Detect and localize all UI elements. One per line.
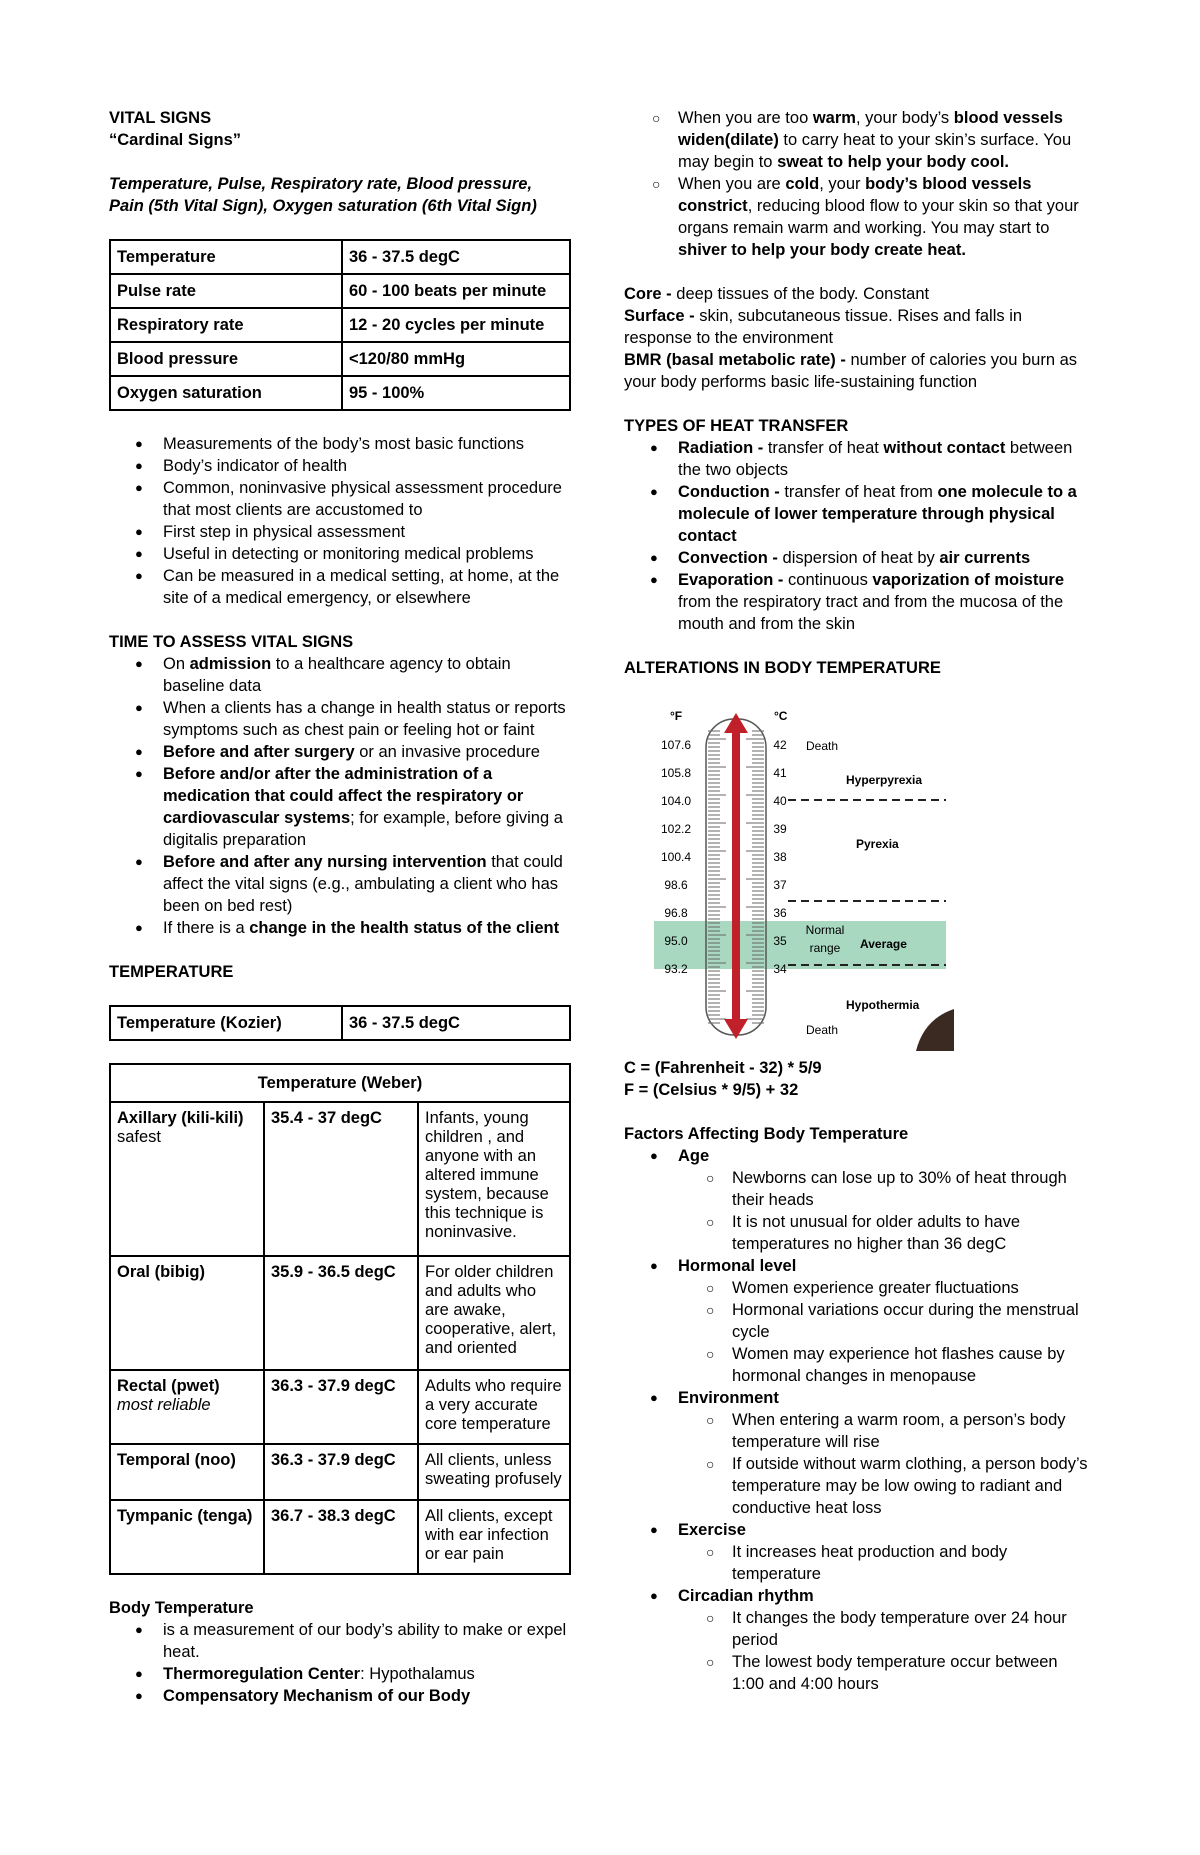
kozier-table xyxy=(109,1005,571,1041)
list-item: ● Radiation - transfer of heat without contact between the two objects xyxy=(624,437,1094,481)
hyperpyrexia-label: Hyperpyrexia xyxy=(846,773,923,787)
list-item: ● If there is a change in the health status of the client xyxy=(109,917,571,939)
fahrenheit-label: 98.6 xyxy=(664,878,688,892)
table-row: Temporal (noo) 36.3 - 37.9 degC All clients, unless sweating profusely xyxy=(110,1444,570,1500)
celsius-label: 42 xyxy=(773,738,787,752)
list-item: ● Exercise ○ It increases heat production and body temperature xyxy=(624,1519,1094,1585)
time-heading: TIME TO ASSESS VITAL SIGNS xyxy=(109,633,354,651)
body-temp-list xyxy=(109,1619,571,1707)
celsius-label: 41 xyxy=(773,766,787,780)
alterations-heading: ALTERATIONS IN BODY TEMPERATURE xyxy=(624,659,941,677)
page-subtitle: “Cardinal Signs” xyxy=(109,131,242,149)
compensatory-list xyxy=(570,107,1094,261)
death-top-label: Death xyxy=(806,739,839,753)
factors-heading: Factors Affecting Body Temperature xyxy=(624,1125,909,1143)
list-item: ● Useful in detecting or monitoring medical problems xyxy=(109,543,571,565)
weber-table xyxy=(109,1063,571,1575)
table-row: Axillary (kili-kili) safest 35.4 - 37 degC Infants, young children , and anyone with an altered immune system, because this technique is noninvasive. xyxy=(110,1102,570,1256)
temperature-heading: TEMPERATURE xyxy=(109,963,234,981)
list-item: ○ The lowest body temperature occur between 1:00 and 4:00 hours xyxy=(624,1651,1094,1695)
table-row: Oxygen saturation 95 - 100% xyxy=(110,376,570,410)
list-item: ● Circadian rhythm ○ It changes the body temperature over 24 hour period ○ The lowest body temperature occur between 1:00 and 4:00 hours xyxy=(624,1585,1094,1695)
list-item: ● Convection - dispersion of heat by air currents xyxy=(624,547,1094,569)
pyrexia-label: Pyrexia xyxy=(856,837,899,851)
list-item: ○ Hormonal variations occur during the menstrual cycle xyxy=(624,1299,1094,1343)
list-item: ● Before and after any nursing intervention that could affect the vital signs (e.g., ambulating a client who has been on bed rest) xyxy=(109,851,571,917)
list-item: ● Thermoregulation Center: Hypothalamus xyxy=(109,1663,571,1685)
list-item: ● Body’s indicator of health xyxy=(109,455,571,477)
table-row: Temperature 36 - 37.5 degC xyxy=(110,240,570,274)
list-item: ● First step in physical assessment xyxy=(109,521,571,543)
list-item: ● Conduction - transfer of heat from one molecule to a molecule of lower temperature through physical contact xyxy=(624,481,1094,547)
fahrenheit-label: 102.2 xyxy=(660,822,692,836)
list-item: ● Measurements of the body’s most basic functions xyxy=(109,433,571,455)
list-item: ● Age ○ Newborns can lose up to 30% of heat through their heads ○ It is not unusual for older adults to have temperatures no higher than 36 degC xyxy=(624,1145,1094,1255)
list-item: ● Hormonal level ○ Women experience greater fluctuations ○ Hormonal variations occur during the menstrual cycle ○ Women may experience hot flashes cause by hormonal changes in menopause xyxy=(624,1255,1094,1387)
table-row: Tympanic (tenga) 36.7 - 38.3 degC All clients, except with ear infection or ear pain xyxy=(110,1500,570,1574)
list-item: ● Before and after surgery or an invasive procedure xyxy=(109,741,571,763)
fahrenheit-label: 100.4 xyxy=(660,850,692,864)
right-column xyxy=(624,107,1094,1695)
table-row: Rectal (pwet) most reliable 36.3 - 37.9 degC Adults who require a very accurate core temperature xyxy=(110,1370,570,1444)
list-item: ● is a measurement of our body’s ability to make or expel heat. xyxy=(109,1619,571,1663)
fahrenheit-label: 107.6 xyxy=(660,738,692,752)
arrow-up xyxy=(724,713,748,733)
celsius-label: 39 xyxy=(773,822,787,836)
fahrenheit-label: 104.0 xyxy=(660,794,692,808)
corner-shape xyxy=(916,1009,954,1051)
formula-c: C = (Fahrenheit - 32) * 5/9 xyxy=(624,1059,822,1077)
hypothermia-label: Hypothermia xyxy=(846,998,920,1012)
formula-f: F = (Celsius * 9/5) + 32 xyxy=(624,1081,799,1099)
list-item: ● Common, noninvasive physical assessment procedure that most clients are accustomed to xyxy=(109,477,571,521)
list-item: ○ Women experience greater fluctuations xyxy=(624,1277,1094,1299)
left-column xyxy=(109,107,571,1707)
vital-list-intro: Temperature, Pulse, Respiratory rate, Blood pressure, Pain (5th Vital Sign), Oxygen saturation (6th Vital Sign) xyxy=(109,175,537,215)
celsius-label: 35 xyxy=(773,934,787,948)
list-item: ● When a clients has a change in health status or reports symptoms such as chest pain or feeling hot or faint xyxy=(109,697,571,741)
list-item: ● On admission to a healthcare agency to obtain baseline data xyxy=(109,653,571,697)
table-row: Blood pressure <120/80 mmHg xyxy=(110,342,570,376)
list-item: ○ It is not unusual for older adults to have temperatures no higher than 36 degC xyxy=(624,1211,1094,1255)
table-row: Pulse rate 60 - 100 beats per minute xyxy=(110,274,570,308)
vital-bullets xyxy=(109,433,571,609)
celsius-label: 36 xyxy=(773,906,787,920)
fahrenheit-label: 95.0 xyxy=(664,934,688,948)
list-item: ○ When you are cold, your body’s blood vessels constrict, reducing blood flow to your skin so that your organs remain warm and working. You may start to shiver to help your body create heat. xyxy=(570,173,1094,261)
list-item: ○ It increases heat production and body temperature xyxy=(624,1541,1094,1585)
body-temp-heading: Body Temperature xyxy=(109,1599,254,1617)
def-surface: Surface - skin, subcutaneous tissue. Rises and falls in response to the environment xyxy=(624,307,1023,347)
celsius-label: 37 xyxy=(773,878,787,892)
table-row: Respiratory rate 12 - 20 cycles per minute xyxy=(110,308,570,342)
def-core: Core - deep tissues of the body. Constant xyxy=(624,285,930,303)
list-item: ○ Women may experience hot flashes cause by hormonal changes in menopause xyxy=(624,1343,1094,1387)
list-item: ○ Newborns can lose up to 30% of heat through their heads xyxy=(624,1167,1094,1211)
page-title: VITAL SIGNS xyxy=(109,109,212,127)
fahrenheit-label: 96.8 xyxy=(664,906,688,920)
list-item: ○ When entering a warm room, a person’s body temperature will rise xyxy=(624,1409,1094,1453)
celsius-label: 38 xyxy=(773,850,787,864)
list-item: ● Evaporation - continuous vaporization of moisture from the respiratory tract and from the mucosa of the mouth and from the skin xyxy=(624,569,1094,635)
normal-range-label: Normal range xyxy=(805,923,845,955)
list-item: ○ It changes the body temperature over 24 hour period xyxy=(624,1607,1094,1651)
def-bmr: BMR (basal metabolic rate) - number of calories you burn as your body performs basic life-sustaining function xyxy=(624,351,1078,391)
celsius-label: 40 xyxy=(773,794,787,808)
fahrenheit-label: 93.2 xyxy=(664,962,688,976)
list-item: ● Can be measured in a medical setting, at home, at the site of a medical emergency, or elsewhere xyxy=(109,565,571,609)
celsius-label: 34 xyxy=(773,962,787,976)
table-row: Temperature (Kozier) 36 - 37.5 degC xyxy=(110,1006,570,1040)
list-item: ○ If outside without warm clothing, a person body’s temperature may be low owing to radiant and conductive heat loss xyxy=(624,1453,1094,1519)
table-row: Oral (bibig) 35.9 - 36.5 degC For older children and adults who are awake, cooperative, alert, and oriented xyxy=(110,1256,570,1370)
vital-signs-table xyxy=(109,239,571,411)
weber-header: Temperature (Weber) xyxy=(110,1064,570,1102)
average-label: Average xyxy=(860,937,907,951)
list-item: ● Compensatory Mechanism of our Body xyxy=(109,1685,571,1707)
c-unit-label: °C xyxy=(774,709,788,723)
thermometer-figure xyxy=(654,701,954,1051)
list-item: ● Before and/or after the administration of a medication that could affect the respiratory or cardiovascular systems; for example, before giving a digitalis preparation xyxy=(109,763,571,851)
fahrenheit-label: 105.8 xyxy=(660,766,692,780)
list-item: ○ When you are too warm, your body’s blood vessels widen(dilate) to carry heat to your skin’s surface. You may begin to sweat to help your body cool. xyxy=(570,107,1094,173)
list-item: ● Environment ○ When entering a warm room, a person’s body temperature will rise ○ If outside without warm clothing, a person body’s temperature may be low owing to radiant and conductive heat loss xyxy=(624,1387,1094,1519)
factors-list xyxy=(624,1145,1094,1695)
heat-transfer-list xyxy=(624,437,1094,635)
time-list xyxy=(109,653,571,939)
heat-transfer-heading: TYPES OF HEAT TRANSFER xyxy=(624,417,849,435)
f-unit-label: °F xyxy=(670,709,683,723)
death-bottom-label: Death xyxy=(806,1023,839,1037)
arrow-down xyxy=(724,1019,748,1039)
